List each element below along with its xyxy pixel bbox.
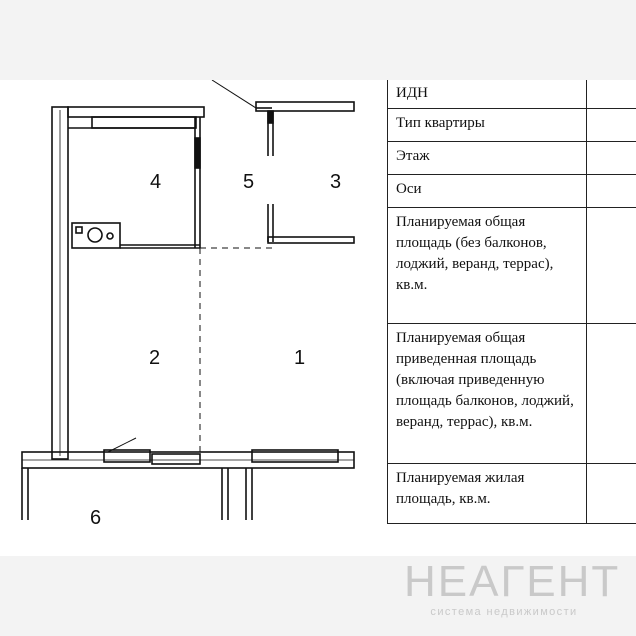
floor-plan-drawing: [0, 80, 386, 556]
room-2-label: 2: [149, 347, 161, 369]
window-strip-room-4: [92, 117, 196, 128]
table-row: [388, 464, 636, 524]
table-row: [388, 80, 636, 109]
row-label-total-area: Планируемая общая площадь (без балконов, лоджий, веранд, террас), кв.м.: [388, 208, 587, 324]
row-label-idn: ИДН: [388, 80, 587, 109]
top-wall-room-3: [256, 102, 354, 111]
bottom-wall-room-3: [268, 237, 354, 243]
room-3-label: 3: [330, 171, 342, 193]
row-label-living-area: Планируемая жилая площадь, кв.м.: [388, 464, 587, 524]
row-label-reduced-area: Планируемая общая приведенная площадь (включая приведенную площадь балконов, лоджий, веранд, террас), кв.м.: [388, 324, 587, 464]
row-value-reduced-area: [586, 324, 636, 464]
watermark-tagline: система недвижимости: [430, 606, 578, 618]
watermark-brand: НЕАГЕНТ: [404, 557, 621, 606]
floor-plan: [0, 80, 386, 556]
row-value-axes: [586, 175, 636, 208]
apartment-info-table: [387, 80, 636, 524]
row-value-apartment-type: [586, 109, 636, 142]
row-value-floor: [586, 142, 636, 175]
row-value-living-area: [586, 464, 636, 524]
room-1-label: 1: [294, 347, 306, 369]
row-value-total-area: [586, 208, 636, 324]
room-4-label: 4: [150, 171, 162, 193]
table-row: [388, 142, 636, 175]
room-5-label: 5: [243, 171, 255, 193]
room-6-label: 6: [90, 507, 102, 529]
table-row: [388, 109, 636, 142]
scanned-document: [0, 80, 636, 556]
row-label-apartment-type: Тип квартиры: [388, 109, 587, 142]
row-label-floor: Этаж: [388, 142, 587, 175]
table-row: [388, 208, 636, 324]
window-room-2b: [152, 454, 200, 464]
table-row: [388, 324, 636, 464]
row-label-axes: Оси: [388, 175, 587, 208]
watermark-logo: [404, 557, 621, 618]
row-value-idn: [586, 80, 636, 109]
table-row: [388, 175, 636, 208]
top-wall-room-4: [68, 107, 204, 117]
